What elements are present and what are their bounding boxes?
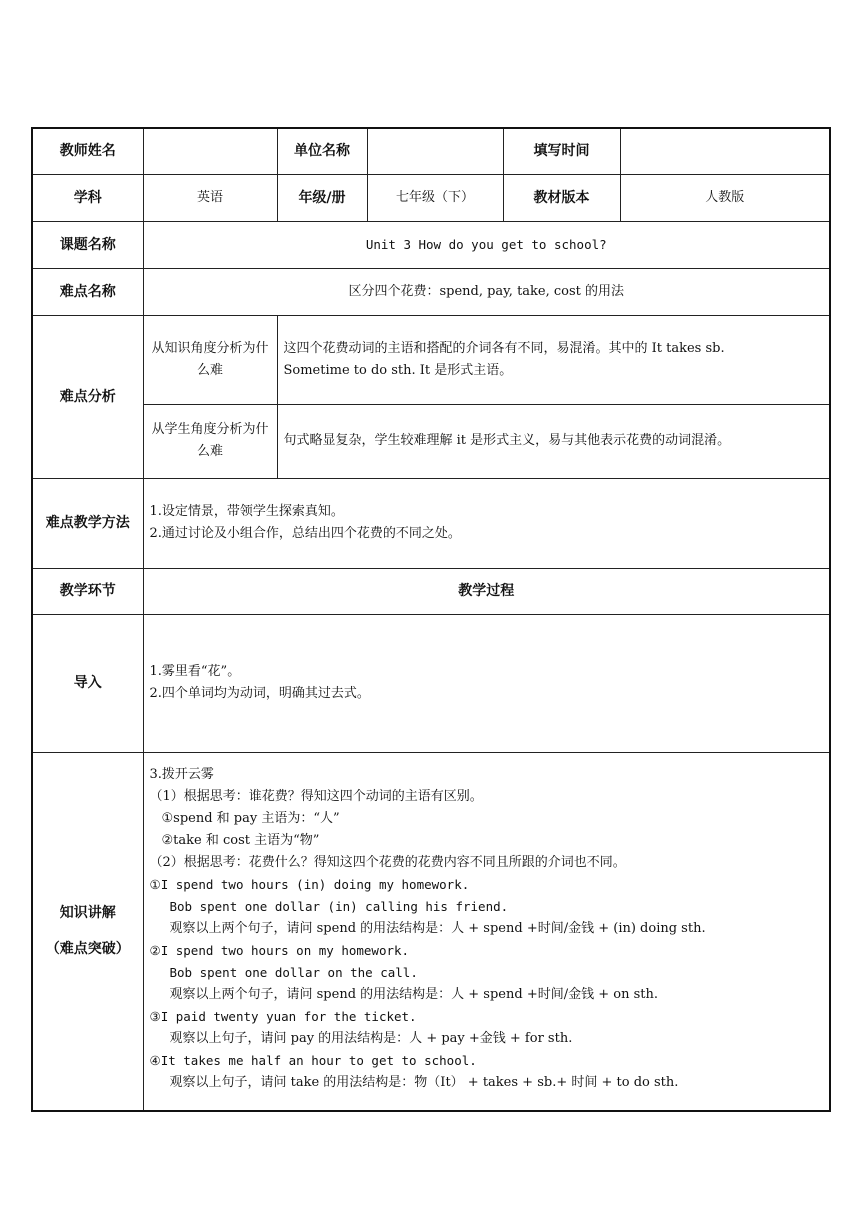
knowledge-angle-line: 这四个花费动词的主语和搭配的介词各有不同，易混淆。其中的 It takes sb. (283, 340, 725, 356)
difficulty-value: 区分四个花费：spend, pay, take, cost 的用法 (143, 268, 830, 315)
method-line: 1.设定情景，带领学生探索真知。 (149, 504, 344, 519)
topic-value: Unit 3 How do you get to school? (143, 221, 830, 268)
knowledge-line: Bob spent one dollar (in) calling his friend. (169, 898, 509, 914)
topic-label: 课题名称 (32, 221, 143, 268)
method-text (143, 478, 830, 568)
intro-text (143, 614, 830, 752)
knowledge-line: ①spend 和 pay 主语为：“人” (161, 810, 340, 826)
student-angle-text: 句式略显复杂，学生较难理解 it 是形式主义，易与其他表示花费的动词混淆。 (277, 404, 830, 478)
fill-date-label: 填写时间 (503, 128, 620, 174)
teacher-name-value (143, 128, 277, 174)
grade-value: 七年级（下） (367, 174, 503, 221)
knowledge-line: （1）根据思考：谁花费？得知这四个动词的主语有区别。 (149, 788, 483, 804)
knowledge-line: 观察以上两个句子，请问 spend 的用法结构是：人 + spend +时间/金钱 + (in) doing sth. (169, 920, 706, 936)
knowledge-line: ③I paid twenty yuan for the ticket. (149, 1008, 417, 1024)
teacher-name-label: 教师姓名 (32, 128, 143, 174)
knowledge-line: 观察以上句子，请问 pay 的用法结构是：人 + pay +金钱 + for sth. (169, 1030, 573, 1046)
knowledge-angle-text (277, 315, 830, 404)
fill-date-value (620, 128, 830, 174)
student-angle-label: 从学生角度分析为什么难 (143, 404, 277, 478)
knowledge-line: 观察以上两个句子，请问 spend 的用法结构是：人 + spend +时间/金钱 + on sth. (169, 986, 658, 1002)
intro-line: 1.雾里看“花”。 (149, 664, 241, 679)
difficulty-label: 难点名称 (32, 268, 143, 315)
knowledge-label (32, 752, 143, 1111)
knowledge-line: ④It takes me half an hour to get to school. (149, 1052, 477, 1068)
knowledge-title: 知识讲解 (59, 905, 116, 922)
knowledge-line: （2）根据思考：花费什么？得知这四个花费的花费内容不同且所跟的介词也不同。 (149, 854, 626, 870)
knowledge-angle-line: Sometime to do sth. It 是形式主语。 (283, 362, 513, 378)
process-title: 教学过程 (143, 568, 830, 614)
method-label: 难点教学方法 (32, 478, 143, 568)
knowledge-line: ②I spend two hours on my homework. (149, 942, 410, 958)
method-line: 2.通过讨论及小组合作，总结出四个花费的不同之处。 (149, 526, 461, 541)
lesson-plan-table (31, 127, 831, 1112)
process-stage-label: 教学环节 (32, 568, 143, 614)
intro-line: 2.四个单词均为动词，明确其过去式。 (149, 686, 370, 701)
grade-label: 年级/册 (277, 174, 367, 221)
knowledge-line: ②take 和 cost 主语为“物” (161, 832, 320, 848)
unit-name-value (367, 128, 503, 174)
intro-label: 导入 (32, 614, 143, 752)
subject-value: 英语 (143, 174, 277, 221)
knowledge-angle-label: 从知识角度分析为什么难 (143, 315, 277, 404)
analysis-label: 难点分析 (32, 315, 143, 478)
knowledge-line: 观察以上句子，请问 take 的用法结构是：物（It） + takes + sb.+ 时间 + to do sth. (169, 1074, 679, 1090)
knowledge-text (143, 752, 830, 1111)
knowledge-line: Bob spent one dollar on the call. (169, 964, 418, 980)
knowledge-subtitle: （难点突破） (45, 941, 130, 958)
knowledge-line: ①I spend two hours (in) doing my homework. (149, 876, 470, 892)
subject-label: 学科 (32, 174, 143, 221)
edition-label: 教材版本 (503, 174, 620, 221)
unit-name-label: 单位名称 (277, 128, 367, 174)
edition-value: 人教版 (620, 174, 830, 221)
knowledge-line: 3.拨开云雾 (149, 766, 214, 782)
